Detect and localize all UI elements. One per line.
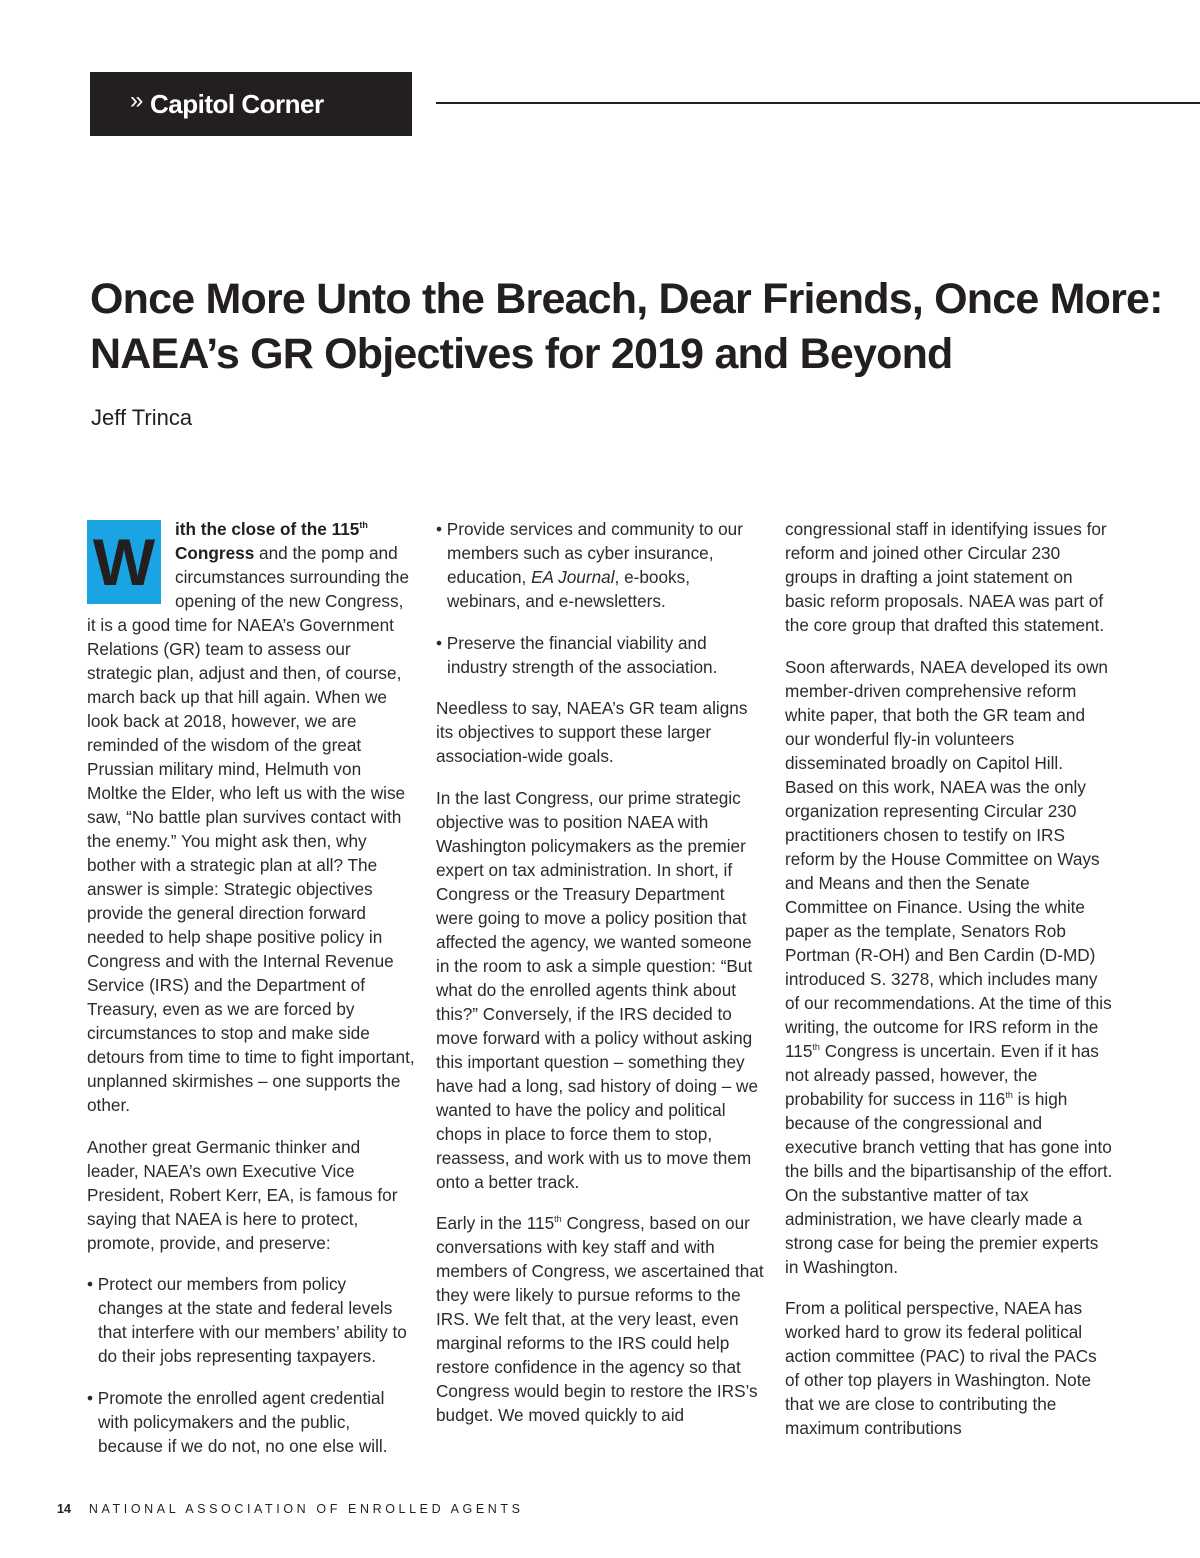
page-footer (57, 1502, 524, 1516)
paragraph-7: From a political perspective, NAEA has worked hard to grow its federal political action committee (PAC) to rival the PACs of other top players in Washington. Note that we are close to contributing the maximum contributions (785, 1298, 1097, 1438)
publication-name: NATIONAL ASSOCIATION OF ENROLLED AGENTS (88, 1502, 524, 1516)
section-label: Capitol Corner (150, 88, 324, 119)
paragraph-4: In the last Congress, our prime strategic objective was to position NAEA with Washington policymakers as the premier expert on tax administration. In short, if Congress or the Treasury Department were going to move a policy position that affected the agency, we wanted someone in the room to ask a simple question: “But what do the enrolled agents think about this?” Conversely, if the IRS decided to move forward with a policy without asking this important question – something they have had a long, sad history of doing – we wanted to have the policy and political chops in place to force them to stop, reassess, and work with us to move them onto a better track. (436, 787, 759, 1192)
paragraph-5: Early in the 115th Congress, based on our conversations with key staff and with members of Congress, we ascertained that they were likely to pursue reforms to the IRS. We felt that, at the very least, even marginal reforms to the IRS could help restore confidence in the agency so that Congress would begin to restore the IRS’s budget. We moved quickly to aid (436, 1213, 764, 1425)
paragraph-1: W ith the close of the 115th Congress and the pomp and circumstances surrounding the opening of the new Congress, it is a good time for NAEA’s Government Relations (GR) team to assess our strategic plan, adjust and then, of course, march back up that hill again. When we look back at 2018, however, we are reminded of the wisdom of the great Prussian military mind, Helmuth von Moltke the Elder, who left us with the wise saw, “No battle plan survives contact with the enemy.” You might ask then, why bother with a strategic plan at all? The answer is simple: Strategic objectives provide the general direction forward needed to help shape positive policy in Congress and with the Internal Revenue Service (IRS) and the Department of Treasury, even as we are forced by circumstances to stop and make side detours from time to time to fight important, unplanned skirmishes – one supports the other. (87, 519, 415, 1115)
bullet-protect: • Protect our members from policy changes at the state and federal levels that interfere with our members’ ability to do their jobs representing taxpayers. (87, 1274, 407, 1366)
lead-in: ith the close of the 115th Congress (175, 519, 368, 563)
bullet-promote: • Promote the enrolled agent credential with policymakers and the public, because if we do not, no one else will. (87, 1387, 388, 1456)
author-byline: Jeff Trinca (91, 405, 193, 430)
header-rule (436, 102, 1200, 104)
paragraph-3: Needless to say, NAEA’s GR team aligns its objectives to support these larger association-wide goals. (436, 698, 748, 766)
article-title: Once More Unto the Breach, Dear Friends, Once More: NAEA’s GR Objectives for 2019 and Beyond (90, 275, 1163, 378)
column-2 (436, 517, 766, 1427)
section-tab (90, 72, 412, 136)
column-3 (785, 517, 1113, 1440)
column-1 (87, 517, 415, 1458)
drop-cap: W (87, 520, 161, 604)
bullet-provide: • Provide services and community to our members such as cyber insurance, education, EA Journal, e-books, webinars, and e-newsletters. (436, 519, 743, 611)
paragraph-2: Another great Germanic thinker and leader, NAEA’s own Executive Vice President, Robert Kerr, EA, is famous for saying that NAEA is here to protect, promote, provide, and preserve: (87, 1136, 398, 1253)
page-number: 14 (57, 1502, 71, 1516)
bullet-preserve: • Preserve the financial viability and industry strength of the association. (436, 632, 718, 677)
paragraph-5-continued: congressional staff in identifying issues for reform and joined other Circular 230 groups in drafting a joint statement on basic reform proposals. NAEA was part of the core group that drafted this statement. (785, 519, 1107, 635)
paragraph-6: Soon afterwards, NAEA developed its own member-driven comprehensive reform white paper, that both the GR team and our wonderful fly-in volunteers disseminated broadly on Capitol Hill. Based on this work, NAEA was the only organization representing Circular 230 practitioners chosen to testify on IRS reform by the House Committee on Ways and Means and then the Senate Committee on Finance. Using the white paper as the template, Senators Rob Portman (R-OH) and Ben Cardin (D-MD) introduced S. 3278, which includes many of our recommendations. At the time of this writing, the outcome for IRS reform in the 115th Congress is uncertain. Even if it has not already passed, however, the probability for success in 116th is high because of the congressional and executive branch vetting that has gone into the bills and the bipartisanship of the effort. On the substantive matter of tax administration, we have clearly made a strong case for being the premier experts in Washington. (785, 656, 1113, 1277)
chevron-right-icon: » (130, 87, 143, 114)
